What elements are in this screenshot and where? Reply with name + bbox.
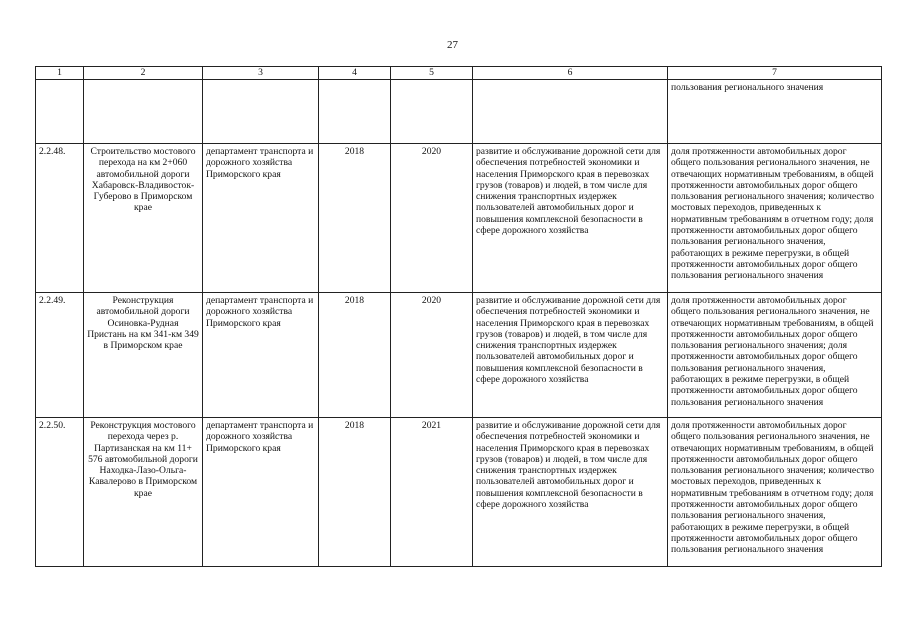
empty-cell xyxy=(36,80,84,144)
continuation-text: пользования регионального значения xyxy=(668,80,882,144)
start-year: 2018 xyxy=(319,418,391,567)
measure-name: Реконструкция автомобильной дороги Осиновка-Рудная Пристань на км 341-км 349 в Приморском крае xyxy=(84,293,203,418)
table-row xyxy=(36,144,882,293)
expected-result: развитие и обслуживание дорожной сети для обеспечения потребностей экономики и населения Приморского края в перевозках грузов (товаров) и людей, в том числе для снижения транспортных издержек пользователей автомобильных дорог и повышения комплексной безопасности в сфере дорожного хозяйства xyxy=(473,144,668,293)
empty-cell xyxy=(319,80,391,144)
end-year: 2020 xyxy=(391,144,473,293)
row-number: 2.2.49. xyxy=(36,293,84,418)
column-number: 1 xyxy=(36,67,84,80)
row-number: 2.2.48. xyxy=(36,144,84,293)
executor: департамент транспорта и дорожного хозяйства Приморского края xyxy=(203,293,319,418)
measure-name: Реконструкция мостового перехода через р. Партизанская на км 11+ 576 автомобильной дороги Находка-Лазо-Ольга-Кавалерово в Приморском крае xyxy=(84,418,203,567)
column-number: 4 xyxy=(319,67,391,80)
column-number: 6 xyxy=(473,67,668,80)
executor: департамент транспорта и дорожного хозяйства Приморского края xyxy=(203,144,319,293)
empty-cell xyxy=(473,80,668,144)
expected-result: развитие и обслуживание дорожной сети для обеспечения потребностей экономики и населения Приморского края в перевозках грузов (товаров) и людей, в том числе для снижения транспортных издержек пользователей автомобильных дорог и повышения комплексной безопасности в сфере дорожного хозяйства xyxy=(473,418,668,567)
empty-cell xyxy=(391,80,473,144)
column-number: 5 xyxy=(391,67,473,80)
indicators: доля протяженности автомобильных дорог общего пользования регионального значения, не отвечающих нормативным требованиям, в общей протяженности автомобильных дорог общего пользования регионального значения; количество мостовых переходов, приведенных к нормативным требованиям в отчетном году; доля протяженности автомобильных дорог общего пользования регионального значения, работающих в режиме перегрузки, в общей протяженности автомобильных дорог общего пользования регионального значения xyxy=(668,144,882,293)
column-number-row xyxy=(36,67,882,80)
expected-result: развитие и обслуживание дорожной сети для обеспечения потребностей экономики и населения Приморского края в перевозках грузов (товаров) и людей, в том числе для снижения транспортных издержек пользователей автомобильных дорог и повышения комплексной безопасности в сфере дорожного хозяйства xyxy=(473,293,668,418)
page-number: 27 xyxy=(447,39,458,51)
end-year: 2020 xyxy=(391,293,473,418)
start-year: 2018 xyxy=(319,293,391,418)
column-number: 7 xyxy=(668,67,882,80)
table-row xyxy=(36,418,882,567)
indicators: доля протяженности автомобильных дорог общего пользования регионального значения, не отвечающих нормативным требованиям, в общей протяженности автомобильных дорог общего пользования регионального значения; доля протяженности автомобильных дорог общего пользования регионального значения, работающих в режиме перегрузки, в общей протяженности автомобильных дорог общего пользования регионального значения xyxy=(668,293,882,418)
indicators: доля протяженности автомобильных дорог общего пользования регионального значения, не отвечающих нормативным требованиям, в общей протяженности автомобильных дорог общего пользования регионального значения; количество мостовых переходов, приведенных к нормативным требованиям в отчетном году; доля протяженности автомобильных дорог общего пользования регионального значения, работающих в режиме перегрузки, в общей протяженности автомобильных дорог общего пользования регионального значения xyxy=(668,418,882,567)
column-number: 3 xyxy=(203,67,319,80)
column-number: 2 xyxy=(84,67,203,80)
executor: департамент транспорта и дорожного хозяйства Приморского края xyxy=(203,418,319,567)
table-row xyxy=(36,293,882,418)
measure-name: Строительство мостового перехода на км 2+060 автомобильной дороги Хабаровск-Владивосток-Губерово в Приморском крае xyxy=(84,144,203,293)
continuation-row xyxy=(36,80,882,144)
empty-cell xyxy=(84,80,203,144)
row-number: 2.2.50. xyxy=(36,418,84,567)
program-table xyxy=(35,66,882,567)
empty-cell xyxy=(203,80,319,144)
start-year: 2018 xyxy=(319,144,391,293)
end-year: 2021 xyxy=(391,418,473,567)
